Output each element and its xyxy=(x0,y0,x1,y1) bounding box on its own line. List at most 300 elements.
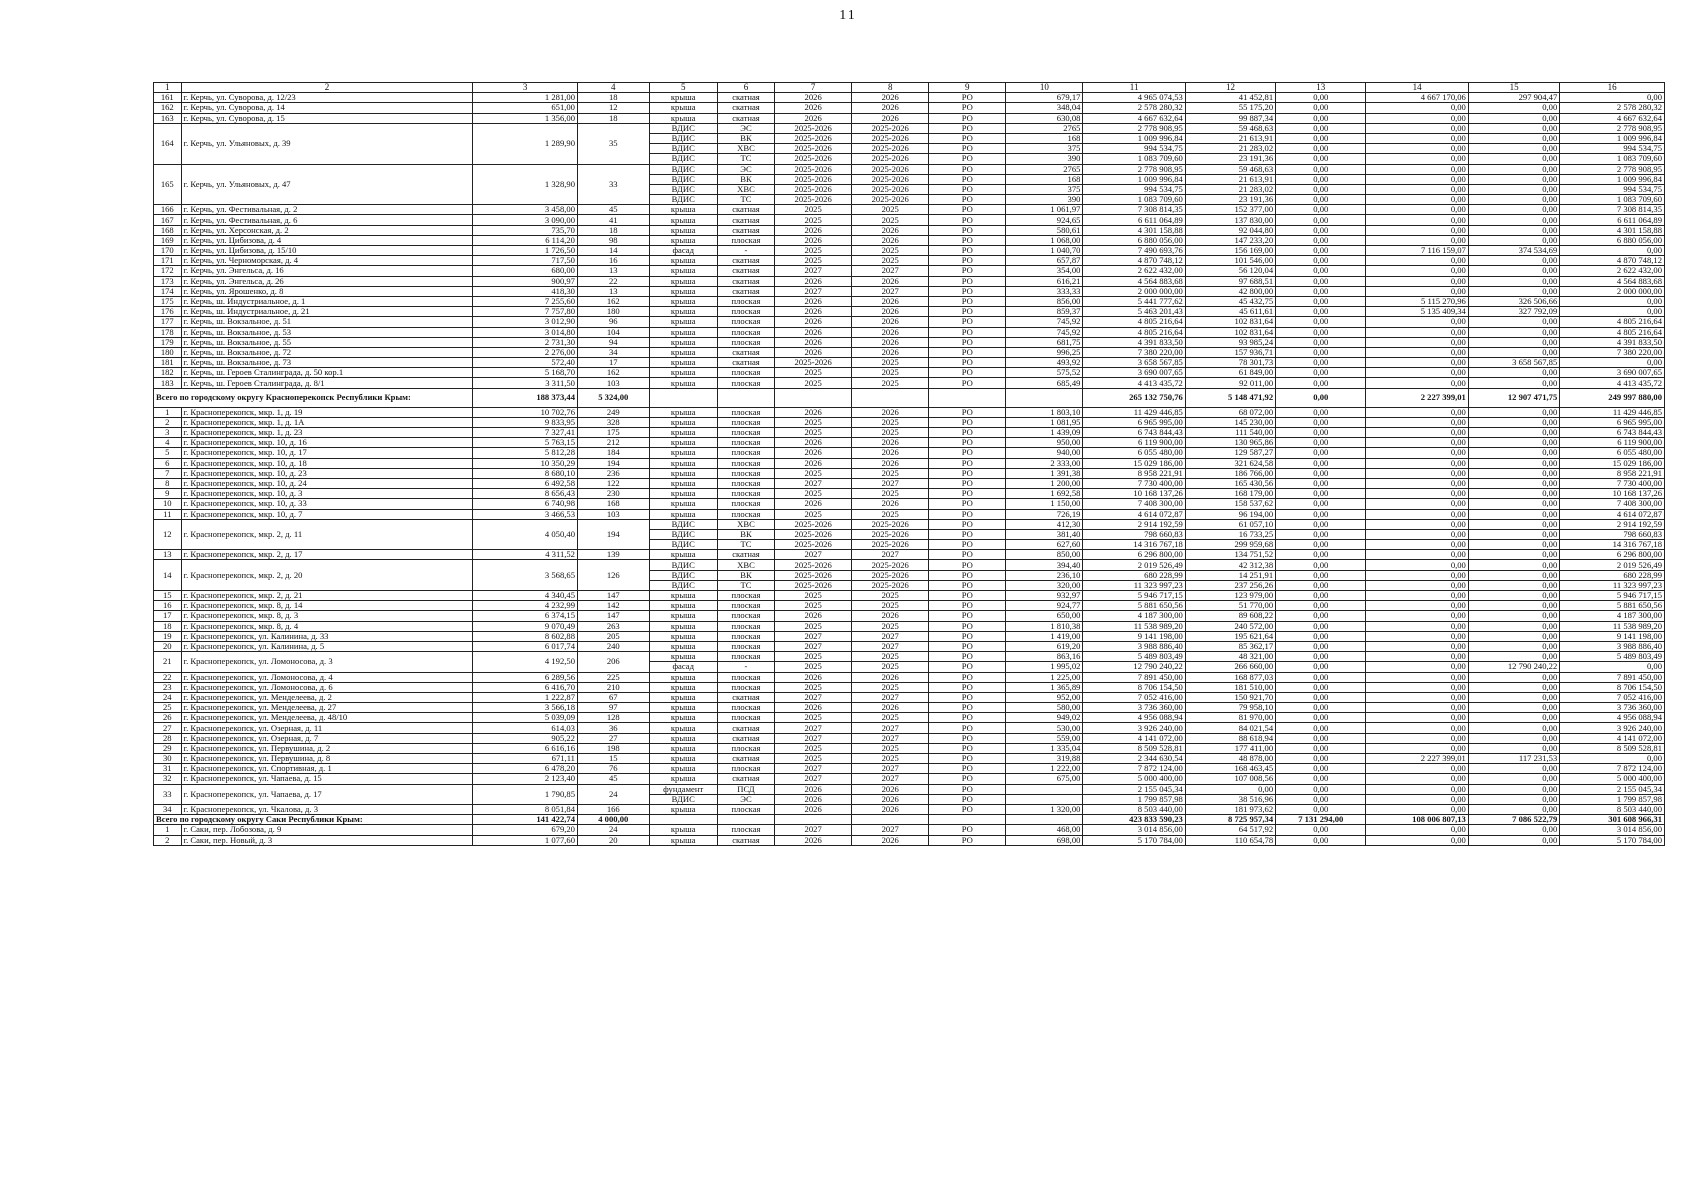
cell-col-year-fact: 2026 xyxy=(852,307,929,317)
cell-col-fund-1: 0,00 xyxy=(1276,631,1366,641)
subtotal-unit-cost: 8 725 957,34 xyxy=(1185,815,1275,825)
cell-col-type: плоская xyxy=(717,378,774,388)
cell-col-unit-cost: 102 831,64 xyxy=(1185,317,1275,327)
cell-col-unit-cost: 137 830,00 xyxy=(1185,215,1275,225)
cell-col-no: 13 xyxy=(154,550,182,560)
cell-col-area: 10 350,29 xyxy=(473,458,578,468)
cell-col-residents: 45 xyxy=(577,774,649,784)
subtotal-empty xyxy=(852,388,929,407)
table-row xyxy=(154,296,1665,306)
cell-col-fund-1: 0,00 xyxy=(1276,286,1366,296)
cell-col-fund-4: 2 914 192,59 xyxy=(1560,519,1665,529)
subtotal-row xyxy=(154,815,1665,825)
cell-col-year-fact: 2026 xyxy=(852,225,929,235)
cell-col-year-fact: 2025 xyxy=(852,378,929,388)
cell-col-fund-1: 0,00 xyxy=(1276,103,1366,113)
cell-col-unit-cost: 88 618,94 xyxy=(1185,733,1275,743)
cell-col-address: г. Керчь, ул. Цибизова, д. 4 xyxy=(181,235,473,245)
cell-col-year-plan: 2025 xyxy=(775,591,852,601)
cell-col-no: 26 xyxy=(154,713,182,723)
cell-col-address: г. Керчь, ш. Индустриальное, д. 21 xyxy=(181,307,473,317)
cell-col-year-plan: 2025-2026 xyxy=(775,519,852,529)
cell-col-area: 6 017,74 xyxy=(473,641,578,651)
cell-col-method: РО xyxy=(929,266,1006,276)
cell-col-element: ВДИС xyxy=(649,174,717,184)
cell-col-year-fact: 2026 xyxy=(852,438,929,448)
cell-col-type: скатная xyxy=(717,692,774,702)
cell-col-unit-cost: 38 516,96 xyxy=(1185,794,1275,804)
cell-col-year-fact: 2025 xyxy=(852,662,929,672)
cell-col-type: плоская xyxy=(717,743,774,753)
header-col-element: 5 xyxy=(649,83,717,93)
cell-col-volume: 924,65 xyxy=(1006,215,1083,225)
cell-col-year-plan: 2025-2026 xyxy=(775,123,852,133)
cell-col-year-plan: 2025 xyxy=(775,368,852,378)
cell-col-year-plan: 2025-2026 xyxy=(775,184,852,194)
cell-col-residents: 27 xyxy=(577,733,649,743)
cell-col-no: 11 xyxy=(154,509,182,519)
cell-col-no: 164 xyxy=(154,123,182,164)
cell-col-fund-3: 3 658 567,85 xyxy=(1468,358,1559,368)
cell-col-no: 180 xyxy=(154,347,182,357)
table-row xyxy=(154,378,1665,388)
cell-col-year-fact: 2025 xyxy=(852,246,929,256)
cell-col-year-fact: 2026 xyxy=(852,835,929,845)
cell-col-method: РО xyxy=(929,286,1006,296)
cell-col-no: 169 xyxy=(154,235,182,245)
cell-col-total-cost: 7 380 220,00 xyxy=(1083,347,1185,357)
cell-col-no: 15 xyxy=(154,591,182,601)
cell-col-fund-3: 0,00 xyxy=(1468,154,1559,164)
cell-col-fund-2: 2 227 399,01 xyxy=(1366,754,1468,764)
cell-col-year-fact: 2025 xyxy=(852,428,929,438)
cell-col-area: 6 374,15 xyxy=(473,611,578,621)
cell-col-unit-cost: 21 283,02 xyxy=(1185,184,1275,194)
cell-col-unit-cost: 56 120,04 xyxy=(1185,266,1275,276)
header-col-fund-2: 14 xyxy=(1366,83,1468,93)
cell-col-fund-3: 0,00 xyxy=(1468,438,1559,448)
cell-col-fund-1: 0,00 xyxy=(1276,378,1366,388)
cell-col-element: крыша xyxy=(649,438,717,448)
cell-col-residents: 142 xyxy=(577,601,649,611)
cell-col-volume: 375 xyxy=(1006,184,1083,194)
cell-col-fund-1: 0,00 xyxy=(1276,550,1366,560)
cell-col-fund-4: 4 141 072,00 xyxy=(1560,733,1665,743)
cell-col-year-plan: 2025 xyxy=(775,652,852,662)
cell-col-fund-1: 0,00 xyxy=(1276,256,1366,266)
cell-col-type: ЭС xyxy=(717,123,774,133)
cell-col-fund-3: 0,00 xyxy=(1468,286,1559,296)
table-body xyxy=(154,83,1665,846)
cell-col-method: РО xyxy=(929,774,1006,784)
cell-col-type: ВК xyxy=(717,174,774,184)
cell-col-fund-1: 0,00 xyxy=(1276,774,1366,784)
cell-col-total-cost: 3 988 886,40 xyxy=(1083,641,1185,651)
cell-col-total-cost: 994 534,75 xyxy=(1083,184,1185,194)
table-row xyxy=(154,428,1665,438)
cell-col-fund-2: 0,00 xyxy=(1366,174,1468,184)
cell-col-fund-2: 0,00 xyxy=(1366,468,1468,478)
cell-col-fund-3: 374 534,69 xyxy=(1468,246,1559,256)
cell-col-fund-3: 0,00 xyxy=(1468,174,1559,184)
cell-col-fund-1: 0,00 xyxy=(1276,591,1366,601)
cell-col-fund-3: 0,00 xyxy=(1468,235,1559,245)
cell-col-total-cost: 4 805 216,64 xyxy=(1083,317,1185,327)
subtotal-empty xyxy=(649,388,717,407)
cell-col-type: плоская xyxy=(717,438,774,448)
table-row xyxy=(154,468,1665,478)
cell-col-element: крыша xyxy=(649,478,717,488)
subtotal-empty xyxy=(717,388,774,407)
cell-col-unit-cost: 145 230,00 xyxy=(1185,417,1275,427)
table-row xyxy=(154,307,1665,317)
cell-col-total-cost: 11 538 989,20 xyxy=(1083,621,1185,631)
cell-col-fund-2: 0,00 xyxy=(1366,804,1468,814)
cell-col-no: 168 xyxy=(154,225,182,235)
cell-col-address: г. Керчь, ул. Херсонская, д. 2 xyxy=(181,225,473,235)
cell-col-method: РО xyxy=(929,662,1006,672)
cell-col-year-fact: 2026 xyxy=(852,93,929,103)
cell-col-total-cost: 6 880 056,00 xyxy=(1083,235,1185,245)
cell-col-type: плоская xyxy=(717,672,774,682)
cell-col-residents: 198 xyxy=(577,743,649,753)
cell-col-method: РО xyxy=(929,621,1006,631)
cell-col-no: 2 xyxy=(154,417,182,427)
cell-col-fund-4: 2 622 432,00 xyxy=(1560,266,1665,276)
cell-col-address: г. Красноперекопск, мкр. 10, д. 18 xyxy=(181,458,473,468)
cell-col-method: РО xyxy=(929,154,1006,164)
cell-col-fund-2: 0,00 xyxy=(1366,692,1468,702)
cell-col-volume: 1 320,00 xyxy=(1006,804,1083,814)
cell-col-fund-3: 0,00 xyxy=(1468,327,1559,337)
cell-col-type: плоская xyxy=(717,509,774,519)
cell-col-fund-4: 5 946 717,15 xyxy=(1560,591,1665,601)
cell-col-total-cost: 7 730 400,00 xyxy=(1083,478,1185,488)
cell-col-residents: 15 xyxy=(577,754,649,764)
cell-col-total-cost: 9 141 198,00 xyxy=(1083,631,1185,641)
cell-col-area: 5 039,09 xyxy=(473,713,578,723)
cell-col-no: 30 xyxy=(154,754,182,764)
cell-col-volume: 2765 xyxy=(1006,164,1083,174)
cell-col-method: РО xyxy=(929,205,1006,215)
cell-col-fund-1: 0,00 xyxy=(1276,499,1366,509)
cell-col-method: РО xyxy=(929,417,1006,427)
cell-col-area: 6 492,58 xyxy=(473,478,578,488)
cell-col-element: крыша xyxy=(649,417,717,427)
cell-col-fund-1: 0,00 xyxy=(1276,205,1366,215)
cell-col-residents: 162 xyxy=(577,296,649,306)
cell-col-method: РО xyxy=(929,317,1006,327)
cell-col-fund-1: 0,00 xyxy=(1276,174,1366,184)
table-row xyxy=(154,417,1665,427)
cell-col-fund-3: 0,00 xyxy=(1468,368,1559,378)
table-row xyxy=(154,276,1665,286)
cell-col-unit-cost: 129 587,27 xyxy=(1185,448,1275,458)
cell-col-year-plan: 2025 xyxy=(775,246,852,256)
cell-col-total-cost: 6 296 800,00 xyxy=(1083,550,1185,560)
cell-col-year-fact: 2025-2026 xyxy=(852,519,929,529)
cell-col-fund-3: 0,00 xyxy=(1468,835,1559,845)
cell-col-area: 4 050,40 xyxy=(473,519,578,550)
cell-col-fund-4: 7 380 220,00 xyxy=(1560,347,1665,357)
cell-col-unit-cost: 111 540,00 xyxy=(1185,428,1275,438)
cell-col-no: 181 xyxy=(154,358,182,368)
table-row xyxy=(154,164,1665,174)
cell-col-total-cost: 6 055 480,00 xyxy=(1083,448,1185,458)
cell-col-year-fact: 2026 xyxy=(852,703,929,713)
cell-col-residents: 147 xyxy=(577,591,649,601)
cell-col-no: 6 xyxy=(154,458,182,468)
subtotal-total-cost: 423 833 590,23 xyxy=(1083,815,1185,825)
cell-col-area: 5 168,70 xyxy=(473,368,578,378)
cell-col-area: 6 289,56 xyxy=(473,672,578,682)
cell-col-element: крыша xyxy=(649,825,717,835)
cell-col-fund-1: 0,00 xyxy=(1276,672,1366,682)
cell-col-element: крыша xyxy=(649,327,717,337)
table-row xyxy=(154,764,1665,774)
cell-col-method: РО xyxy=(929,713,1006,723)
cell-col-address: г. Керчь, ул. Фестивальная, д. 2 xyxy=(181,205,473,215)
cell-col-fund-1: 0,00 xyxy=(1276,215,1366,225)
cell-col-element: крыша xyxy=(649,358,717,368)
cell-col-method: РО xyxy=(929,468,1006,478)
cell-col-element: крыша xyxy=(649,550,717,560)
cell-col-total-cost: 3 014 856,00 xyxy=(1083,825,1185,835)
cell-col-fund-3: 0,00 xyxy=(1468,347,1559,357)
cell-col-fund-2: 0,00 xyxy=(1366,103,1468,113)
cell-col-method: РО xyxy=(929,347,1006,357)
cell-col-area: 4 232,99 xyxy=(473,601,578,611)
cell-col-year-fact: 2025 xyxy=(852,417,929,427)
cell-col-type: плоская xyxy=(717,337,774,347)
cell-col-residents: 103 xyxy=(577,378,649,388)
cell-col-total-cost: 2 778 908,95 xyxy=(1083,123,1185,133)
cell-col-fund-2: 0,00 xyxy=(1366,276,1468,286)
table-row xyxy=(154,317,1665,327)
cell-col-fund-4: 15 029 186,00 xyxy=(1560,458,1665,468)
cell-col-fund-4: 0,00 xyxy=(1560,93,1665,103)
cell-col-type: плоская xyxy=(717,478,774,488)
cell-col-unit-cost: 156 169,00 xyxy=(1185,246,1275,256)
cell-col-no: 24 xyxy=(154,692,182,702)
cell-col-method: РО xyxy=(929,458,1006,468)
table-row xyxy=(154,407,1665,417)
cell-col-unit-cost: 85 362,17 xyxy=(1185,641,1275,651)
cell-col-area: 3 566,18 xyxy=(473,703,578,713)
header-col-unit-cost: 12 xyxy=(1185,83,1275,93)
cell-col-no: 10 xyxy=(154,499,182,509)
cell-col-fund-4: 0,00 xyxy=(1560,307,1665,317)
cell-col-type: плоская xyxy=(717,621,774,631)
cell-col-year-fact: 2026 xyxy=(852,276,929,286)
cell-col-year-fact: 2027 xyxy=(852,764,929,774)
cell-col-residents: 33 xyxy=(577,164,649,205)
cell-col-fund-2: 0,00 xyxy=(1366,225,1468,235)
cell-col-year-fact: 2027 xyxy=(852,641,929,651)
cell-col-fund-1: 0,00 xyxy=(1276,784,1366,794)
cell-col-residents: 236 xyxy=(577,468,649,478)
cell-col-type: скатная xyxy=(717,774,774,784)
cell-col-type: скатная xyxy=(717,205,774,215)
cell-col-unit-cost: 195 621,64 xyxy=(1185,631,1275,641)
table-row xyxy=(154,205,1665,215)
cell-col-residents: 76 xyxy=(577,764,649,774)
cell-col-unit-cost: 181 973,62 xyxy=(1185,804,1275,814)
cell-col-fund-1: 0,00 xyxy=(1276,448,1366,458)
cell-col-volume: 1 068,00 xyxy=(1006,235,1083,245)
cell-col-volume: 381,40 xyxy=(1006,529,1083,539)
cell-col-year-plan: 2027 xyxy=(775,825,852,835)
cell-col-address: г. Керчь, ш. Вокзальное, д. 72 xyxy=(181,347,473,357)
cell-col-fund-1: 0,00 xyxy=(1276,743,1366,753)
cell-col-residents: 194 xyxy=(577,519,649,550)
cell-col-fund-4: 5 000 400,00 xyxy=(1560,774,1665,784)
cell-col-year-plan: 2027 xyxy=(775,764,852,774)
cell-col-fund-1: 0,00 xyxy=(1276,641,1366,651)
cell-col-unit-cost: 21 613,91 xyxy=(1185,133,1275,143)
header-col-year-fact: 8 xyxy=(852,83,929,93)
table-row xyxy=(154,93,1665,103)
cell-col-address: г. Керчь, ул. Ярошенко, д. 8 xyxy=(181,286,473,296)
cell-col-type: плоская xyxy=(717,417,774,427)
cell-col-element: крыша xyxy=(649,652,717,662)
cell-col-year-fact: 2025-2026 xyxy=(852,195,929,205)
cell-col-fund-4: 5 170 784,00 xyxy=(1560,835,1665,845)
cell-col-area: 680,00 xyxy=(473,266,578,276)
cell-col-fund-1: 0,00 xyxy=(1276,754,1366,764)
cell-col-fund-3: 0,00 xyxy=(1468,103,1559,113)
cell-col-no: 19 xyxy=(154,631,182,641)
cell-col-address: г. Керчь, ул. Фестивальная, д. 6 xyxy=(181,215,473,225)
cell-col-fund-2: 0,00 xyxy=(1366,417,1468,427)
cell-col-fund-4: 8 503 440,00 xyxy=(1560,804,1665,814)
cell-col-fund-1: 0,00 xyxy=(1276,235,1366,245)
cell-col-fund-4: 4 391 833,50 xyxy=(1560,337,1665,347)
cell-col-method: РО xyxy=(929,499,1006,509)
cell-col-year-fact: 2026 xyxy=(852,327,929,337)
cell-col-unit-cost: 0,00 xyxy=(1185,784,1275,794)
cell-col-total-cost: 2 778 908,95 xyxy=(1083,164,1185,174)
cell-col-year-plan: 2025 xyxy=(775,662,852,672)
cell-col-address: г. Красноперекопск, ул. Ломоносова, д. 6 xyxy=(181,682,473,692)
cell-col-no: 28 xyxy=(154,733,182,743)
cell-col-fund-3: 0,00 xyxy=(1468,631,1559,641)
cell-col-residents: 230 xyxy=(577,489,649,499)
subtotal-fund-1: 0,00 xyxy=(1276,388,1366,407)
cell-col-area: 7 327,41 xyxy=(473,428,578,438)
cell-col-no: 1 xyxy=(154,407,182,417)
cell-col-fund-1: 0,00 xyxy=(1276,713,1366,723)
cell-col-fund-2: 0,00 xyxy=(1366,621,1468,631)
cell-col-fund-1: 0,00 xyxy=(1276,195,1366,205)
cell-col-volume: 493,92 xyxy=(1006,358,1083,368)
cell-col-year-plan: 2027 xyxy=(775,733,852,743)
cell-col-volume: 1 995,02 xyxy=(1006,662,1083,672)
subtotal-empty xyxy=(852,815,929,825)
cell-col-method: РО xyxy=(929,825,1006,835)
cell-col-area: 679,20 xyxy=(473,825,578,835)
cell-col-address: г. Красноперекопск, мкр. 2, д. 20 xyxy=(181,560,473,591)
cell-col-volume: 856,00 xyxy=(1006,296,1083,306)
table-row xyxy=(154,266,1665,276)
cell-col-year-plan: 2026 xyxy=(775,307,852,317)
cell-col-fund-3: 0,00 xyxy=(1468,580,1559,590)
table-row xyxy=(154,591,1665,601)
cell-col-year-fact: 2027 xyxy=(852,550,929,560)
cell-col-fund-1: 0,00 xyxy=(1276,662,1366,672)
subtotal-row xyxy=(154,388,1665,407)
cell-col-address: г. Красноперекопск, мкр. 10, д. 17 xyxy=(181,448,473,458)
cell-col-fund-3: 0,00 xyxy=(1468,195,1559,205)
cell-col-year-plan: 2027 xyxy=(775,286,852,296)
cell-col-fund-1: 0,00 xyxy=(1276,825,1366,835)
subtotal-empty xyxy=(775,388,852,407)
subtotal-label: Всего по городскому округу Саки Республики Крым: xyxy=(154,815,473,825)
cell-col-element: крыша xyxy=(649,743,717,753)
cell-col-element: ВДИС xyxy=(649,144,717,154)
cell-col-element: ВДИС xyxy=(649,580,717,590)
cell-col-total-cost: 6 965 995,00 xyxy=(1083,417,1185,427)
cell-col-residents: 205 xyxy=(577,631,649,641)
cell-col-type: плоская xyxy=(717,468,774,478)
cell-col-method: РО xyxy=(929,570,1006,580)
table-row xyxy=(154,438,1665,448)
cell-col-fund-4: 4 870 748,12 xyxy=(1560,256,1665,266)
cell-col-fund-4: 4 805 216,64 xyxy=(1560,317,1665,327)
cell-col-fund-1: 0,00 xyxy=(1276,144,1366,154)
cell-col-method: РО xyxy=(929,378,1006,388)
cell-col-fund-3: 0,00 xyxy=(1468,560,1559,570)
cell-col-year-fact: 2026 xyxy=(852,784,929,794)
table-row xyxy=(154,713,1665,723)
cell-col-unit-cost: 321 624,58 xyxy=(1185,458,1275,468)
cell-col-element: фундамент xyxy=(649,784,717,794)
cell-col-volume: 168 xyxy=(1006,174,1083,184)
cell-col-element: крыша xyxy=(649,235,717,245)
cell-col-fund-4: 4 667 632,64 xyxy=(1560,113,1665,123)
cell-col-fund-3: 12 790 240,22 xyxy=(1468,662,1559,672)
table-row xyxy=(154,519,1665,529)
cell-col-no: 166 xyxy=(154,205,182,215)
cell-col-unit-cost: 157 936,71 xyxy=(1185,347,1275,357)
cell-col-no: 32 xyxy=(154,774,182,784)
cell-col-total-cost: 4 301 158,88 xyxy=(1083,225,1185,235)
cell-col-fund-4: 0,00 xyxy=(1560,358,1665,368)
cell-col-year-plan: 2026 xyxy=(775,327,852,337)
subtotal-empty xyxy=(1006,815,1083,825)
cell-col-volume: 627,60 xyxy=(1006,540,1083,550)
cell-col-residents: 67 xyxy=(577,692,649,702)
cell-col-type: плоская xyxy=(717,631,774,641)
cell-col-fund-4: 7 730 400,00 xyxy=(1560,478,1665,488)
cell-col-year-fact: 2025 xyxy=(852,682,929,692)
cell-col-method: РО xyxy=(929,123,1006,133)
cell-col-year-plan: 2025 xyxy=(775,428,852,438)
cell-col-total-cost: 7 408 300,00 xyxy=(1083,499,1185,509)
cell-col-area: 6 416,70 xyxy=(473,682,578,692)
subtotal-fund-3: 7 086 522,79 xyxy=(1468,815,1559,825)
cell-col-volume: 1 040,70 xyxy=(1006,246,1083,256)
cell-col-fund-1: 0,00 xyxy=(1276,468,1366,478)
cell-col-total-cost: 3 926 240,00 xyxy=(1083,723,1185,733)
cell-col-address: г. Керчь, ш. Героев Сталинграда, д. 50 кор.1 xyxy=(181,368,473,378)
cell-col-fund-1: 0,00 xyxy=(1276,164,1366,174)
table-row xyxy=(154,733,1665,743)
cell-col-total-cost: 2 578 280,32 xyxy=(1083,103,1185,113)
cell-col-fund-1: 0,00 xyxy=(1276,154,1366,164)
cell-col-fund-3: 326 506,66 xyxy=(1468,296,1559,306)
cell-col-fund-2: 0,00 xyxy=(1366,478,1468,488)
